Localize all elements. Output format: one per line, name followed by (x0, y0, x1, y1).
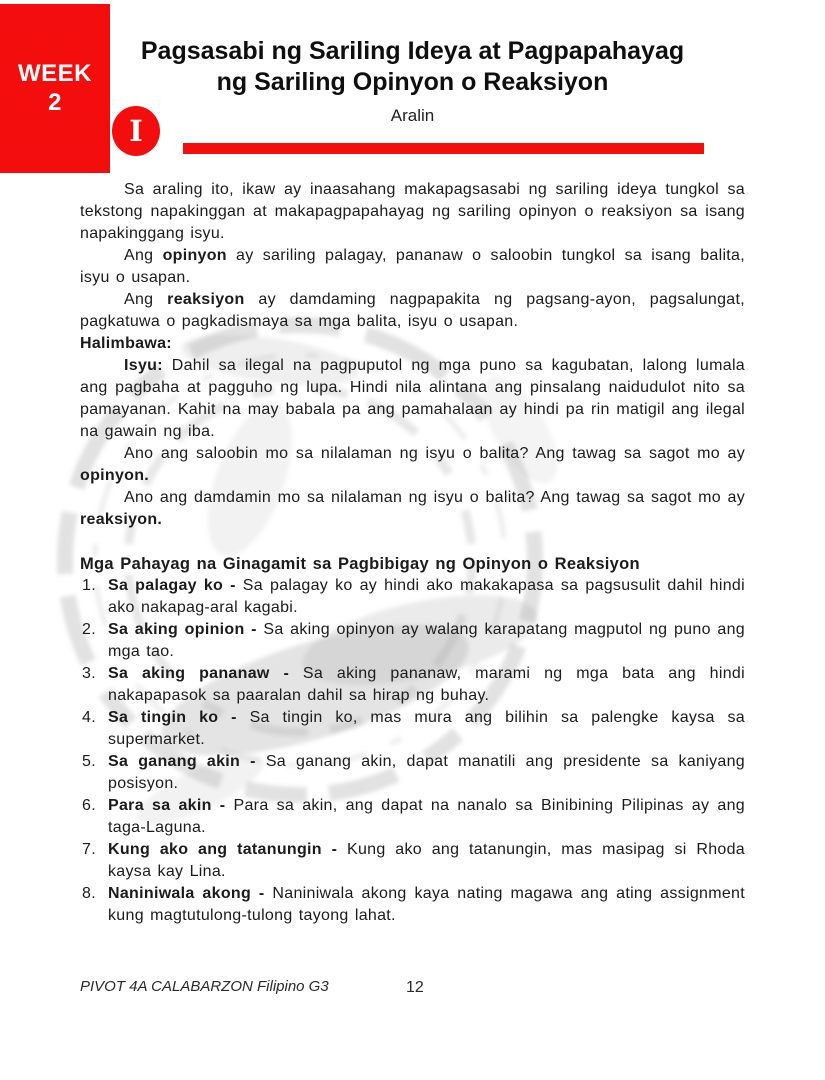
bold-text-run: Naniniwala akong - (108, 885, 273, 902)
bold-text-run: Halimbawa: (80, 335, 172, 352)
bold-text-run: Sa aking pananaw - (108, 665, 303, 682)
bold-text-run: reaksiyon (167, 291, 245, 308)
expressions-list (80, 575, 745, 927)
paragraph (80, 487, 745, 531)
lesson-marker-letter: I (129, 114, 143, 148)
list-item-text (108, 753, 745, 792)
list-item-number: 3. (82, 665, 96, 682)
list-item-number: 4. (82, 709, 96, 726)
bold-text-run: Para sa akin - (108, 797, 234, 814)
paragraph (80, 443, 745, 487)
list-item-text (108, 841, 745, 880)
bold-text-run: Kung ako ang tatanungin - (108, 841, 347, 858)
list-item (80, 575, 745, 619)
text-run: Sa palagay ko ay hindi ako makakapasa sa pagsusulit dahil hindi ako nakapag-aral kagabi. (108, 577, 745, 616)
bold-text-run: reaksiyon. (80, 511, 163, 528)
list-item-text (108, 577, 745, 616)
list-item (80, 707, 745, 751)
week-label: WEEK (18, 60, 92, 88)
paragraph-group (80, 179, 745, 531)
list-item-number: 7. (82, 841, 96, 858)
expressions-heading: Mga Pahayag na Ginagamit sa Pagbibigay ng Opinyon o Reaksiyon (80, 555, 640, 573)
lesson-marker-badge (112, 106, 160, 156)
lesson-body (80, 179, 745, 927)
bold-text-run: opinyon. (80, 467, 150, 484)
text-run: ay damdaming nagpapakita ng pagsang-ayon, pagsalungat, pagkatuwa o pagkadismaya sa mga balita, isyu o usapan. (80, 291, 745, 330)
paragraph (80, 179, 745, 245)
text-run: Ano ang damdamin mo sa nilalaman ng isyu o balita? Ang tawag sa sagot mo ay (124, 489, 745, 506)
list-item-text (108, 797, 745, 836)
text-run: Sa tingin ko, mas mura ang bilihin sa palengke kaysa sa supermarket. (108, 709, 745, 748)
list-item-text (108, 621, 745, 660)
page-title-line1: Pagsasabi ng Sariling Ideya at Pagpapahayag (140, 37, 685, 65)
page-header (80, 36, 745, 126)
footer-source: PIVOT 4A CALABARZON Filipino G3 (80, 978, 329, 995)
text-run: Kung ako ang tatanungin, mas masipag si Rhoda kaysa kay Lina. (108, 841, 746, 880)
text-run: Sa ganang akin, dapat manatili ang presidente sa kaniyang posisyon. (108, 753, 746, 792)
text-run: Sa araling ito, ikaw ay inaasahang makapagsasabi ng sariling ideya tungkol sa tekstong napakinggan at makapagpapahayag ng sariling opinyon o reaksiyon sa isang napakinggang isyu. (80, 181, 745, 242)
list-item-text (108, 709, 745, 748)
text-run: ay sariling palagay, pananaw o saloobin tungkol sa isang balita, isyu o usapan. (80, 247, 745, 286)
list-item-number: 5. (82, 753, 96, 770)
bold-text-run: Sa aking opinion - (108, 621, 264, 638)
list-item (80, 795, 745, 839)
bold-text-run: Sa palagay ko - (108, 577, 243, 594)
text-run: Ang (124, 247, 163, 264)
list-item (80, 619, 745, 663)
text-run: Para sa akin, ang dapat na nanalo sa Binibining Pilipinas ay ang taga-Laguna. (108, 797, 745, 836)
page-subtitle: Aralin (390, 106, 435, 125)
paragraph (80, 355, 745, 443)
paragraph (80, 333, 745, 355)
week-number: 2 (48, 88, 62, 116)
bold-text-run: Isyu: (124, 357, 163, 374)
bold-text-run: opinyon (162, 247, 227, 264)
list-item-text (108, 885, 745, 924)
list-item-text (108, 665, 745, 704)
list-item (80, 883, 745, 927)
list-item-number: 8. (82, 885, 96, 902)
list-item-number: 2. (82, 621, 96, 638)
list-item (80, 751, 745, 795)
list-item (80, 839, 745, 883)
paragraph (80, 289, 745, 333)
page-number: 12 (406, 979, 424, 996)
bold-text-run: Sa ganang akin - (108, 753, 266, 770)
page-title (80, 36, 745, 97)
list-item-number: 6. (82, 797, 96, 814)
page-footer (80, 978, 745, 995)
text-run: Dahil sa ilegal na pagpuputol ng mga puno sa kagubatan, lalong lumala ang pagbaha at pagguho ng lupa. Hindi nila alintana ang pinsalang naidudulot nito sa pamayanan. Kahit na may babala pa ang pamahalaan ay hindi pa rin matigil ang ilegal na gawain ng iba. (80, 357, 745, 440)
text-run: Ano ang saloobin mo sa nilalaman ng isyu o balita? Ang tawag sa sagot mo ay (124, 445, 745, 462)
text-run: Sa aking opinyon ay walang karapatang magputol ng puno ang mga tao. (108, 621, 745, 660)
list-item (80, 663, 745, 707)
bold-text-run: Sa tingin ko - (108, 709, 250, 726)
paragraph (80, 245, 745, 289)
text-run: Ang (124, 291, 168, 308)
text-run: Naniniwala akong kaya nating magawa ang ating assignment kung magtutulong-tulong tayong lahat. (108, 885, 745, 924)
list-item-number: 1. (82, 577, 96, 594)
page-title-line2: ng Sariling Opinyon o Reaksiyon (216, 67, 609, 96)
text-run: Sa aking pananaw, marami ng mga bata ang hindi nakapapasok sa paaralan dahil sa hirap ng buhay. (108, 665, 745, 704)
section-divider-bar (183, 143, 704, 154)
